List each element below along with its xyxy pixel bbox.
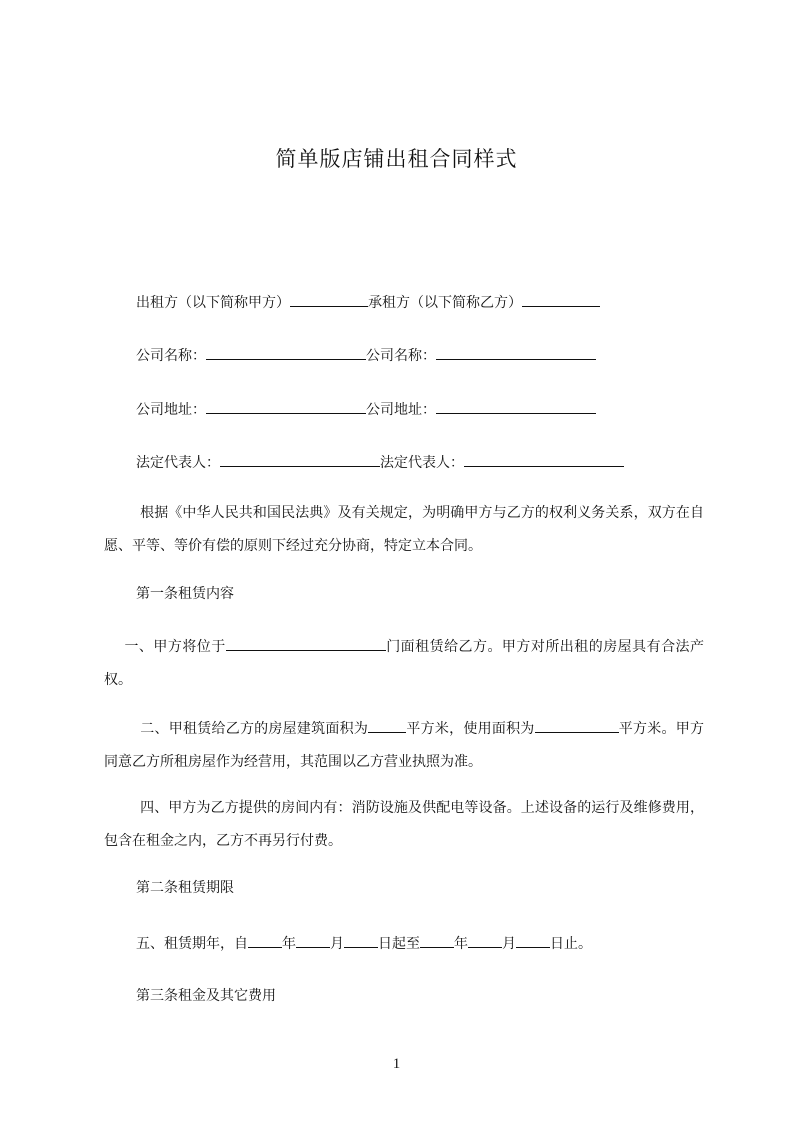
party-line-company-name	[136, 344, 596, 366]
end-day-blank	[516, 932, 550, 948]
clause2-paragraph	[104, 713, 704, 779]
lessor-company-address-blank	[206, 398, 366, 414]
article1-heading: 第一条租赁内容	[136, 586, 234, 602]
lessor-company-name-label: 公司名称：	[136, 348, 206, 364]
clause5-line	[136, 932, 592, 954]
party-line-lessor	[136, 291, 600, 313]
lessee-legal-rep-blank	[464, 451, 624, 467]
clause1-location-blank	[226, 635, 386, 651]
lessor-company-address-label: 公司地址：	[136, 402, 206, 418]
end-year-blank	[420, 932, 454, 948]
lessee-company-address-blank	[436, 398, 596, 414]
start-year-blank	[248, 932, 282, 948]
end-day-label: 日止。	[550, 936, 592, 952]
document-title: 简单版店铺出租合同样式	[275, 147, 518, 171]
clause2-text-b: 平方米，使用面积为	[406, 721, 535, 737]
lessee-company-name-label: 公司名称：	[366, 348, 436, 364]
clause2-text-c: 平方米。甲方同意乙方所租房屋作为经营用，其范围以乙方营业执照为准。	[104, 721, 705, 770]
clause4-text: 四、甲方为乙方提供的房间内有：消防设施及供配电等设备。上述设备的运行及维修费用，包含在租金之内，乙方不再另行付费。	[104, 800, 704, 849]
party-line-legal-rep	[136, 451, 624, 473]
start-day-label: 日起至	[378, 936, 420, 952]
start-day-blank	[344, 932, 378, 948]
party-line-company-address	[136, 398, 596, 420]
clause1-paragraph	[104, 631, 704, 697]
lessee-label: 承租方（以下简称乙方）	[368, 295, 522, 311]
start-month-blank	[296, 932, 330, 948]
preamble-text: 根据《中华人民共和国民法典》及有关规定，为明确甲方与乙方的权利义务关系，双方在自愿、平等、等价有偿的原则下经过充分协商，特定立本合同。	[104, 505, 704, 554]
end-month-blank	[468, 932, 502, 948]
start-year-label: 年	[282, 936, 296, 952]
clause1-text-b: 门面租赁给乙方。甲方对所出租的房屋具有合法产权。	[104, 639, 704, 688]
clause4-paragraph	[104, 792, 704, 858]
clause1-text-a: 一、甲方将位于	[124, 639, 226, 655]
end-month-label: 月	[502, 936, 516, 952]
lessor-legal-rep-label: 法定代表人：	[136, 455, 220, 471]
lessee-company-name-blank	[436, 344, 596, 360]
lessor-company-name-blank	[206, 344, 366, 360]
page-number: 1	[392, 1056, 401, 1072]
start-month-label: 月	[330, 936, 344, 952]
lessee-company-address-label: 公司地址：	[366, 402, 436, 418]
preamble-paragraph	[104, 497, 704, 563]
lessor-legal-rep-blank	[220, 451, 380, 467]
lessor-label: 出租方（以下简称甲方）	[136, 295, 290, 311]
clause2-building-area-blank	[368, 717, 406, 733]
clause2-text-a: 二、甲租赁给乙方的房屋建筑面积为	[140, 721, 369, 737]
lessor-blank	[290, 291, 368, 307]
article2-heading: 第二条租赁期限	[136, 880, 234, 896]
lessee-blank	[522, 291, 600, 307]
end-year-label: 年	[454, 936, 468, 952]
article3-heading: 第三条租金及其它费用	[136, 988, 276, 1004]
clause2-usable-area-blank	[535, 717, 619, 733]
lessee-legal-rep-label: 法定代表人：	[380, 455, 464, 471]
clause5-text-a: 五、租赁期年，自	[136, 936, 248, 952]
